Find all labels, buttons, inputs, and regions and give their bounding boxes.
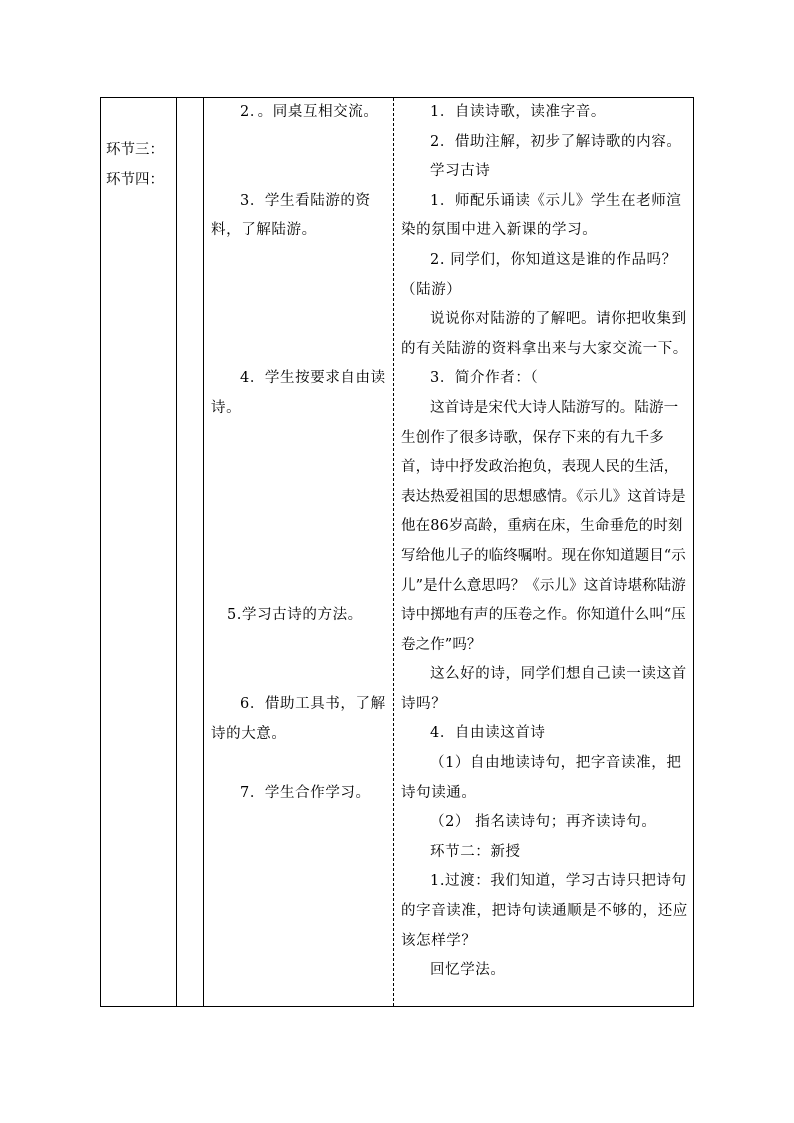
student-activity: 2．。同桌互相交流。 xyxy=(240,104,379,120)
lesson-plan-table xyxy=(100,97,694,1007)
student-activity: 3．学生看陆游的资料，了解陆游。 xyxy=(211,192,371,239)
student-activity: 6．借助工具书，了解诗的大意。 xyxy=(211,695,386,742)
stage-label: 环节四： xyxy=(106,171,164,188)
stage-label: 环节三： xyxy=(106,142,164,158)
teacher-activity: 1.过渡：我们知道，学习古诗只把诗句的字音读准，把诗句读通顺是不够的，还应该怎样学？ xyxy=(401,873,688,949)
teacher-activity: 说说你对陆游的了解吧。请你把收集到的有关陆游的资料拿出来与大家交流一下。 xyxy=(401,311,688,357)
stage-column xyxy=(106,98,174,195)
student-activity: 5.学习古诗的方法。 xyxy=(226,607,363,624)
teacher-activity: （2） 指名读诗句；再齐读诗句。 xyxy=(430,814,657,831)
student-activity: 7．学生合作学习。 xyxy=(240,784,371,801)
column-divider xyxy=(176,98,177,1006)
teacher-activity: 1．自读诗歌，读准字音。 xyxy=(430,104,606,120)
teacher-activity: 1．师配乐诵读《示儿》学生在老师渲染的氛围中进入新课的学习。 xyxy=(401,192,682,239)
teacher-activity: 3．简介作者：（ xyxy=(430,370,539,387)
author-intro: 这首诗是宋代大诗人陆游写的。陆游一生创作了很多诗歌，保存下来的有九千多首，诗中抒发政治抱负，表现人民的生活，表达热爱祖国的思想感情。《示儿》这首诗是他在86岁高龄，重病在床，生命垂危的时刻写给他儿子的临终嘱咐。现在你知道题目“示儿”是什么意思吗？《示儿》这首诗堪称陆游诗中掷地有声的压卷之作。你知道什么叫“压卷之作”吗？ xyxy=(401,399,686,653)
student-activity-column xyxy=(211,98,389,808)
column-divider xyxy=(203,98,204,1006)
teacher-activity: 这么好的诗，同学们想自己读一读这首诗吗？ xyxy=(401,666,687,712)
section-heading: 学习古诗 xyxy=(430,163,491,180)
section-heading: 环节二：新授 xyxy=(430,843,521,860)
teacher-activity: （1）自由地读诗句，把字音读准，把诗句读通。 xyxy=(401,755,682,801)
teacher-activity: 2．借助注解，初步了解诗歌的内容。 xyxy=(430,133,682,150)
teacher-activity: 4．自由读这首诗 xyxy=(430,725,546,742)
teacher-activity-column xyxy=(401,98,691,986)
column-divider-dashed xyxy=(393,98,394,1006)
student-activity: 4．学生按要求自由读诗。 xyxy=(211,370,386,416)
teacher-activity: 回忆学法。 xyxy=(430,962,506,979)
teacher-activity: 2. 同学们，你知道这是谁的作品吗？（陆游） xyxy=(401,251,677,298)
